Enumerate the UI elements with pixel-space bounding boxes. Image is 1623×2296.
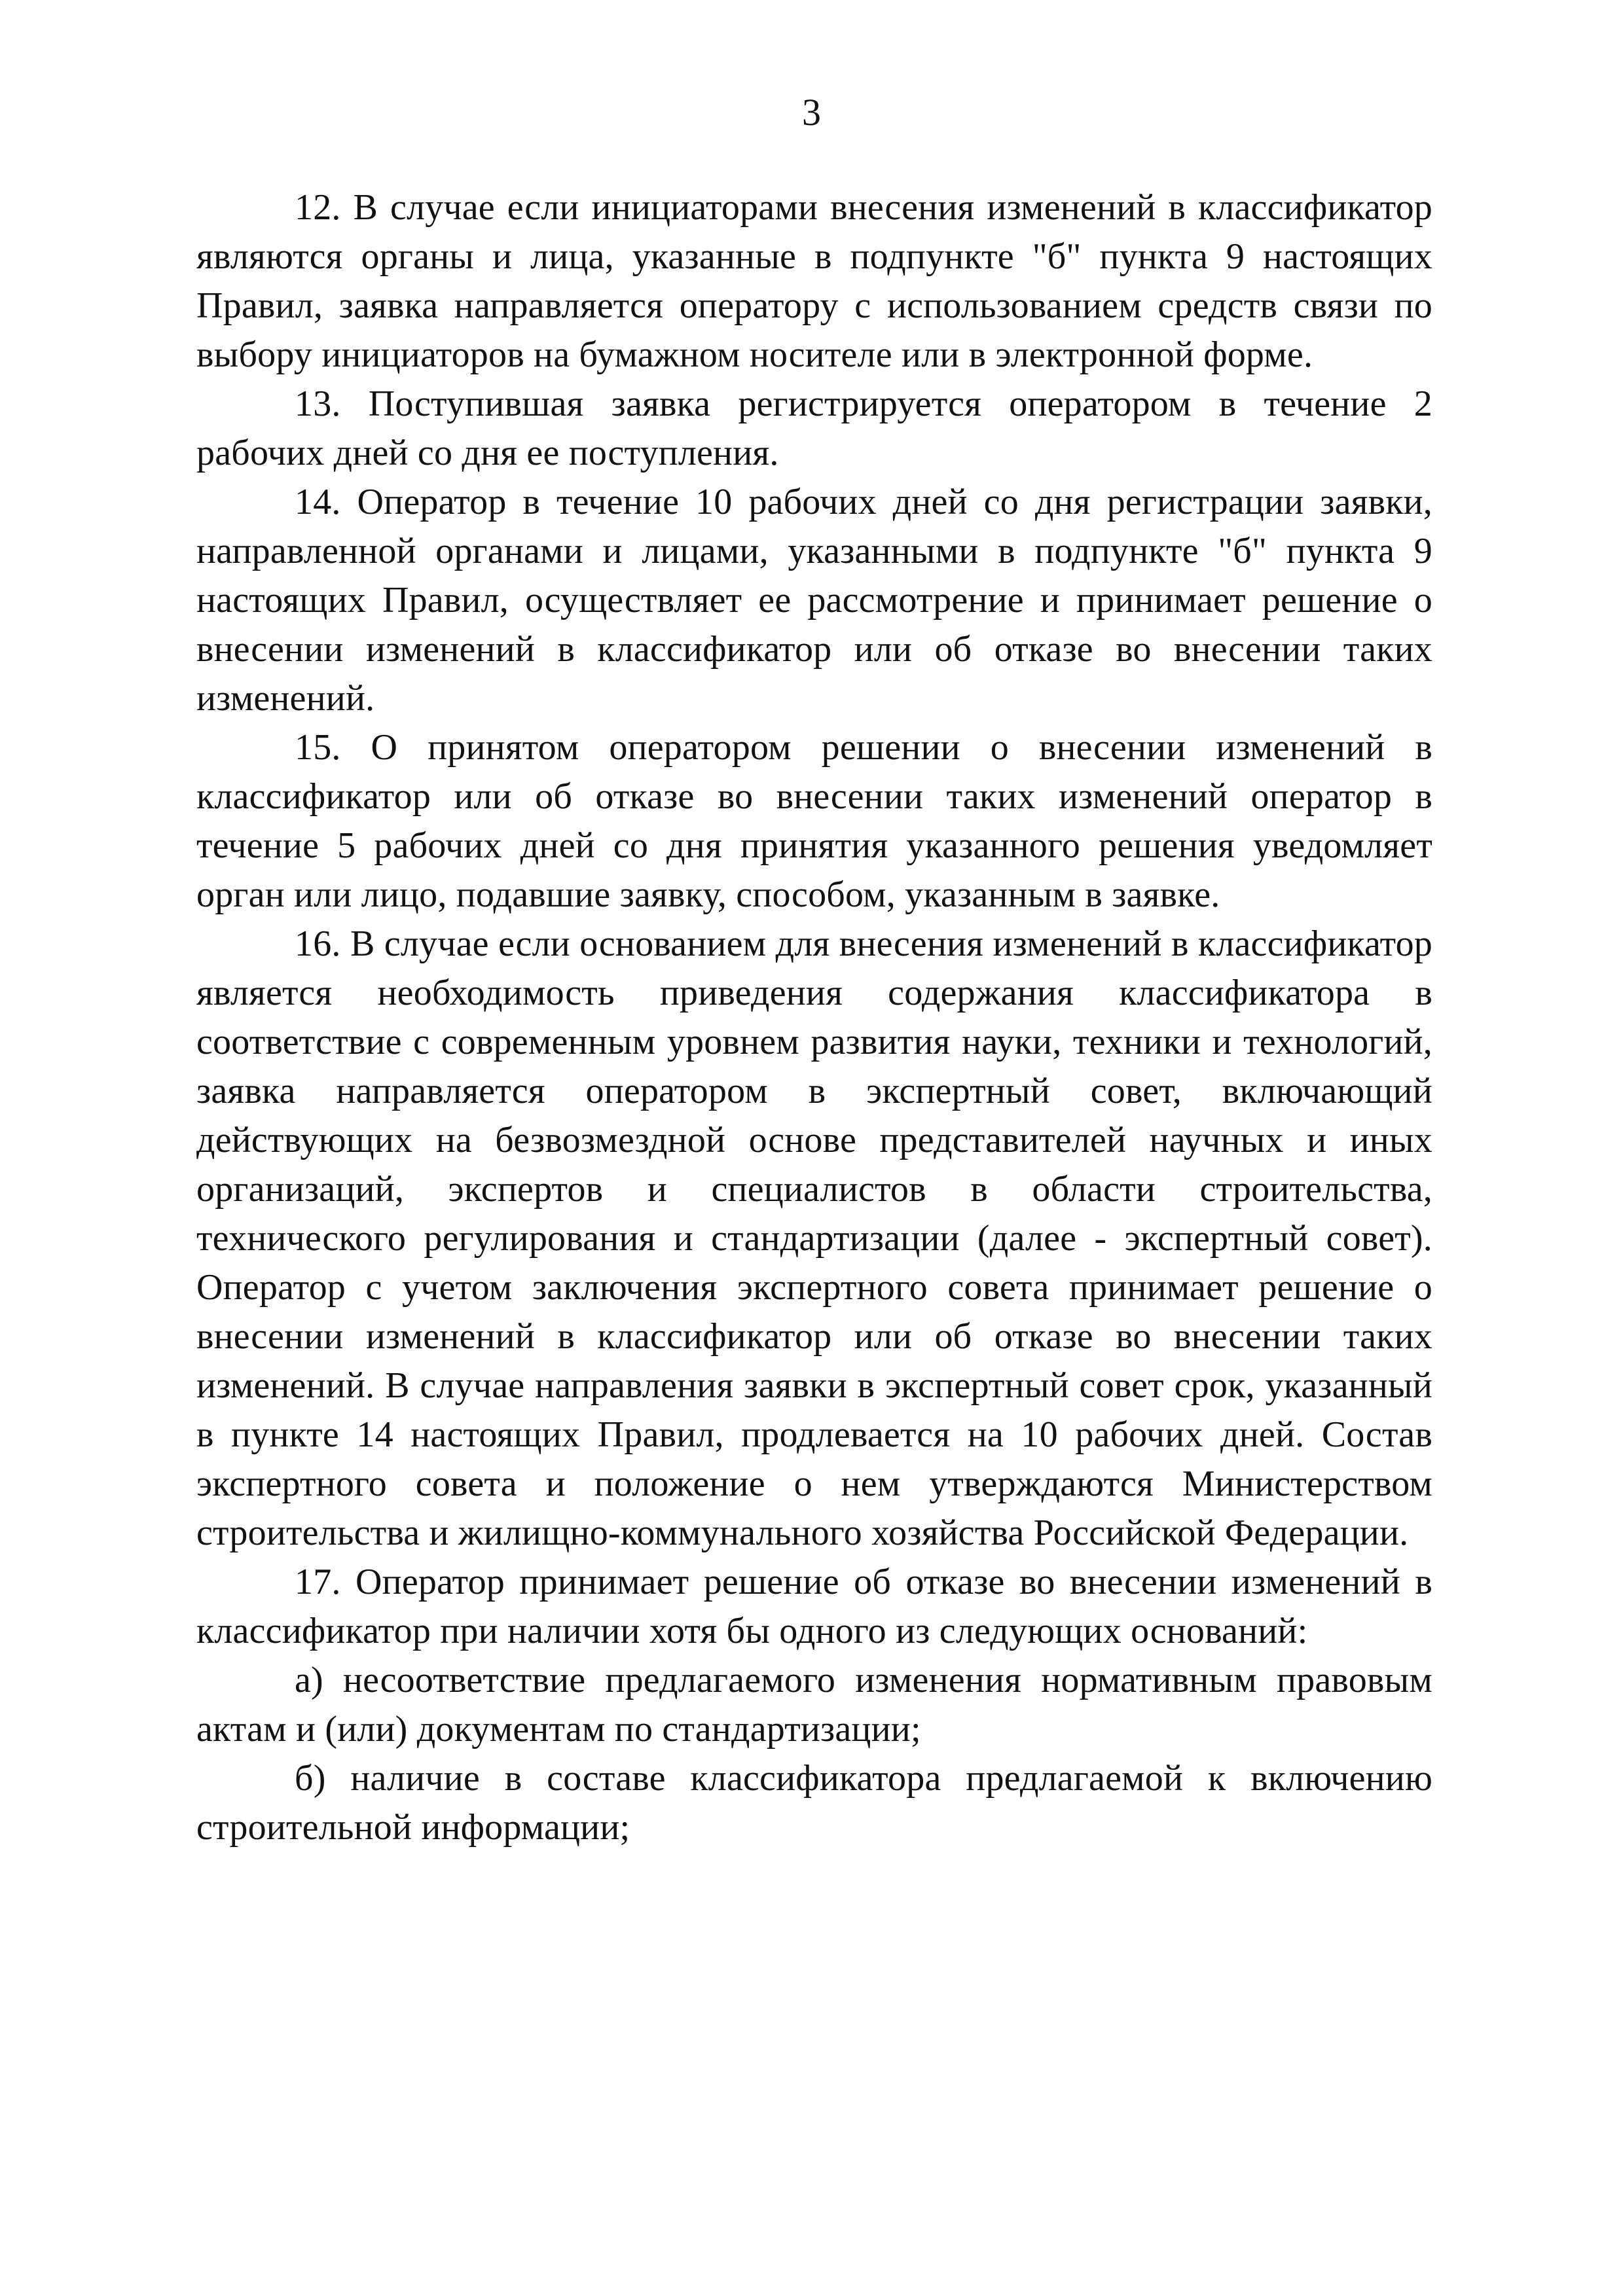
subparagraph-b: б) наличие в составе классификатора предлагаемой к включению строительной информации; [196,1758,1432,1848]
subparagraph-a: а) несоответствие предлагаемого изменения нормативным правовым актам и (или) документам по стандартизации; [196,1660,1432,1749]
paragraph-14: 14. Оператор в течение 10 рабочих дней со дня регистрации заявки, направленной органами и лицами, указанными в подпункте "б" пункта 9 настоящих Правил, осуществляет ее рассмотрение и принимает решение о внесении изменений в классификатор или об отказе во внесении таких изменений. [196,482,1432,719]
paragraph-13: 13. Поступившая заявка регистрируется оператором в течение 2 рабочих дней со дня ее поступления. [196,384,1432,473]
page-number: 3 [802,91,821,134]
document-body [196,183,1432,1852]
paragraph-15: 15. О принятом оператором решении о внесении изменений в классификатор или об отказе во внесении таких изменений оператор в течение 5 рабочих дней со дня принятия указанного решения уведомляет орган или лицо, подавшие заявку, способом, указанным в заявке. [196,727,1432,915]
paragraph-16: 16. В случае если основанием для внесения изменений в классификатор является необходимость приведения содержания классификатора в соответствие с современным уровнем развития науки, техники и технологий, заявка направляется оператором в экспертный совет, включающий действующих на безвозмездной основе представителей научных и иных организаций, экспертов и специалистов в области строительства, технического регулирования и стандартизации (далее - экспертный совет). Оператор с учетом заключения экспертного совета принимает решение о внесении изменений в классификатор или об отказе во внесении таких изменений. В случае направления заявки в экспертный совет срок, указанный в пункте 14 настоящих Правил, продлевается на 10 рабочих дней. Состав экспертного совета и положение о нем утверждаются Министерством строительства и жилищно-коммунального хозяйства Российской Федерации. [196,924,1432,1553]
paragraph-12: 12. В случае если инициаторами внесения изменений в классификатор являются органы и лица, указанные в подпункте "б" пункта 9 настоящих Правил, заявка направляется оператору с использованием средств связи по выбору инициаторов на бумажном носителе или в электронной форме. [196,187,1432,375]
paragraph-17: 17. Оператор принимает решение об отказе во внесении изменений в классификатор при наличии хотя бы одного из следующих оснований: [196,1562,1432,1651]
